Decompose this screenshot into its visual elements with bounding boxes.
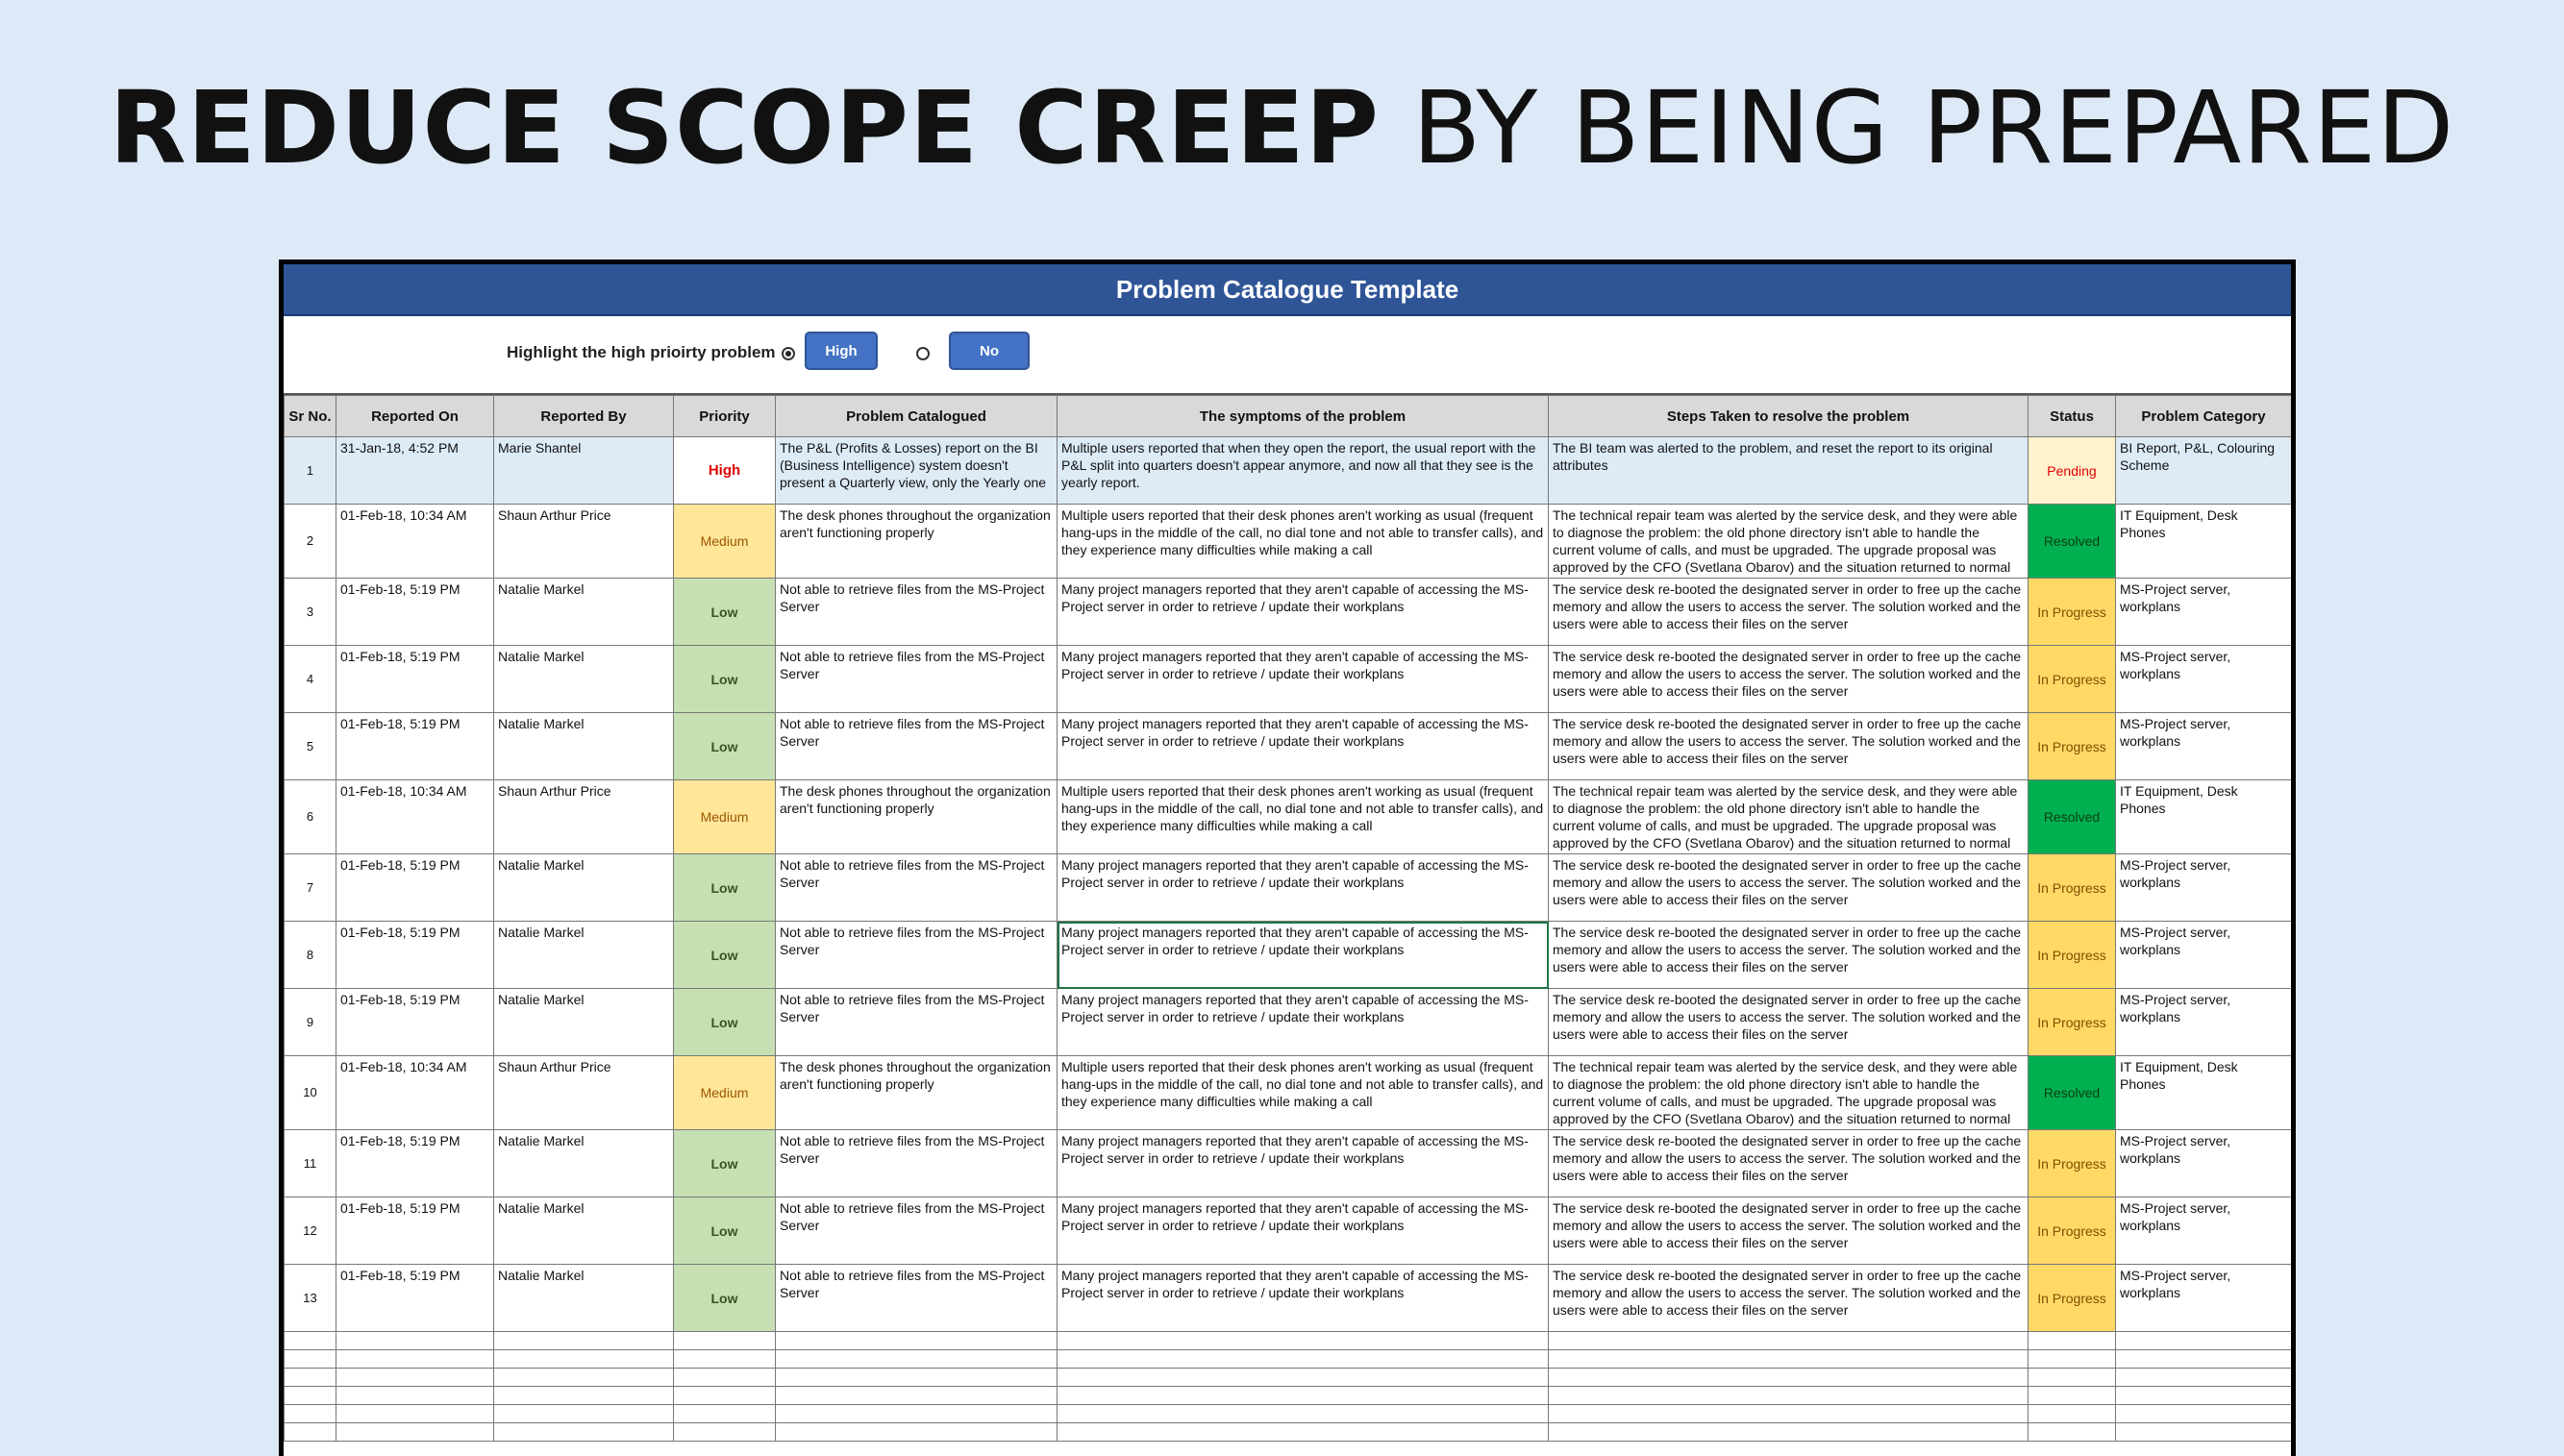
cell-symptoms[interactable]: Many project managers reported that they aren't capable of accessing the MS-Project server in order to retrieve / update their workplans (1058, 646, 1549, 713)
empty-cell[interactable] (2116, 1332, 2292, 1350)
cell-sr-no[interactable]: 3 (285, 579, 336, 646)
cell-status[interactable]: In Progress (2029, 854, 2116, 922)
cell-priority[interactable]: Low (674, 646, 776, 713)
cell-reported-on[interactable]: 31-Jan-18, 4:52 PM (336, 437, 494, 505)
empty-cell[interactable] (2029, 1369, 2116, 1387)
cell-steps[interactable]: The service desk re-booted the designated server in order to free up the cache memory and allow the users to access the server. The solution worked and the users were able to access their files on the server (1549, 579, 2029, 646)
cell-problem[interactable]: Not able to retrieve files from the MS-Project Server (776, 989, 1058, 1056)
cell-category[interactable]: MS-Project server, workplans (2116, 1265, 2292, 1332)
empty-cell[interactable] (494, 1387, 674, 1405)
no-button[interactable]: No (949, 332, 1030, 370)
cell-sr-no[interactable]: 9 (285, 989, 336, 1056)
empty-cell[interactable] (1058, 1369, 1549, 1387)
cell-problem[interactable]: Not able to retrieve files from the MS-Project Server (776, 922, 1058, 989)
cell-category[interactable]: BI Report, P&L, Colouring Scheme (2116, 437, 2292, 505)
cell-sr-no[interactable]: 11 (285, 1130, 336, 1197)
empty-cell[interactable] (1549, 1405, 2029, 1423)
empty-cell[interactable] (285, 1350, 336, 1369)
cell-steps[interactable]: The technical repair team was alerted by the service desk, and they were able to diagnose the problem: the old phone directory isn't able to handle the current volume of calls, and must be upgraded. The upgrade proposal was approved by the CFO (Svetlana Obarov) and the situation returned to normal (1549, 1056, 2029, 1130)
empty-cell[interactable] (2116, 1423, 2292, 1442)
empty-cell[interactable] (336, 1369, 494, 1387)
cell-problem[interactable]: Not able to retrieve files from the MS-Project Server (776, 1197, 1058, 1265)
empty-cell[interactable] (776, 1369, 1058, 1387)
empty-cell[interactable] (336, 1387, 494, 1405)
cell-category[interactable]: MS-Project server, workplans (2116, 922, 2292, 989)
empty-cell[interactable] (494, 1423, 674, 1442)
cell-sr-no[interactable]: 10 (285, 1056, 336, 1130)
col-symptoms[interactable]: The symptoms of the problem (1058, 396, 1549, 437)
empty-cell[interactable] (776, 1423, 1058, 1442)
empty-cell[interactable] (285, 1387, 336, 1405)
empty-cell[interactable] (1058, 1423, 1549, 1442)
spreadsheet (279, 259, 2296, 1456)
cell-reported-on[interactable]: 01-Feb-18, 5:19 PM (336, 713, 494, 780)
table-row (285, 922, 2292, 989)
empty-cell[interactable] (336, 1405, 494, 1423)
cell-steps[interactable]: The BI team was alerted to the problem, and reset the report to its original attributes (1549, 437, 2029, 505)
empty-cell[interactable] (2116, 1387, 2292, 1405)
cell-reported-by[interactable]: Natalie Markel (494, 1197, 674, 1265)
empty-cell[interactable] (2029, 1350, 2116, 1369)
cell-steps[interactable]: The service desk re-booted the designated server in order to free up the cache memory and allow the users to access the server. The solution worked and the users were able to access their files on the server (1549, 1130, 2029, 1197)
problem-table (284, 395, 2292, 1442)
cell-problem[interactable]: Not able to retrieve files from the MS-Project Server (776, 1265, 1058, 1332)
empty-cell[interactable] (336, 1350, 494, 1369)
cell-reported-on[interactable]: 01-Feb-18, 10:34 AM (336, 780, 494, 854)
cell-reported-on[interactable]: 01-Feb-18, 5:19 PM (336, 922, 494, 989)
cell-sr-no[interactable]: 4 (285, 646, 336, 713)
empty-cell[interactable] (2116, 1369, 2292, 1387)
cell-category[interactable]: MS-Project server, workplans (2116, 579, 2292, 646)
cell-priority[interactable]: High (674, 437, 776, 505)
cell-reported-on[interactable]: 01-Feb-18, 5:19 PM (336, 1265, 494, 1332)
empty-cell[interactable] (285, 1332, 336, 1350)
table-row (285, 780, 2292, 854)
cell-steps[interactable]: The service desk re-booted the designated server in order to free up the cache memory and allow the users to access the server. The solution worked and the users were able to access their files on the server (1549, 854, 2029, 922)
cell-problem[interactable]: Not able to retrieve files from the MS-Project Server (776, 1130, 1058, 1197)
cell-category[interactable]: IT Equipment, Desk Phones (2116, 505, 2292, 579)
cell-steps[interactable]: The service desk re-booted the designated server in order to free up the cache memory and allow the users to access the server. The solution worked and the users were able to access their files on the server (1549, 646, 2029, 713)
empty-cell[interactable] (1058, 1387, 1549, 1405)
cell-status[interactable]: Resolved (2029, 505, 2116, 579)
cell-problem[interactable]: The desk phones throughout the organization aren't functioning properly (776, 505, 1058, 579)
table-row (285, 1265, 2292, 1332)
empty-cell[interactable] (1549, 1350, 2029, 1369)
empty-cell[interactable] (776, 1387, 1058, 1405)
cell-reported-by[interactable]: Natalie Markel (494, 646, 674, 713)
col-priority[interactable]: Priority (674, 396, 776, 437)
cell-status[interactable]: In Progress (2029, 579, 2116, 646)
sheet-title: Problem Catalogue Template (284, 264, 2291, 316)
cell-symptoms[interactable]: Many project managers reported that they aren't capable of accessing the MS-Project server in order to retrieve / update their workplans (1058, 854, 1549, 922)
empty-cell[interactable] (776, 1350, 1058, 1369)
cell-symptoms[interactable]: Multiple users reported that when they open the report, the usual report with the P&L split into quarters doesn't appear anymore, and now all that they see is the yearly report. (1058, 437, 1549, 505)
cell-status[interactable]: In Progress (2029, 1197, 2116, 1265)
empty-cell[interactable] (336, 1423, 494, 1442)
cell-reported-by[interactable]: Natalie Markel (494, 579, 674, 646)
page-headline (0, 69, 2564, 186)
cell-status[interactable]: In Progress (2029, 989, 2116, 1056)
cell-symptoms[interactable]: Many project managers reported that they aren't capable of accessing the MS-Project server in order to retrieve / update their workplans (1058, 713, 1549, 780)
cell-priority[interactable]: Low (674, 854, 776, 922)
highlight-controls (284, 316, 2291, 395)
empty-cell[interactable] (2116, 1405, 2292, 1423)
cell-status[interactable]: Resolved (2029, 1056, 2116, 1130)
cell-priority[interactable]: Low (674, 1130, 776, 1197)
table-row (285, 505, 2292, 579)
col-category[interactable]: Problem Category (2116, 396, 2292, 437)
cell-reported-by[interactable]: Natalie Markel (494, 1265, 674, 1332)
table-row (285, 579, 2292, 646)
header-row (285, 396, 2292, 437)
cell-reported-by[interactable]: Natalie Markel (494, 989, 674, 1056)
empty-cell[interactable] (1549, 1387, 2029, 1405)
cell-symptoms[interactable]: Many project managers reported that they aren't capable of accessing the MS-Project server in order to retrieve / update their workplans (1058, 1197, 1549, 1265)
empty-cell[interactable] (1549, 1369, 2029, 1387)
cell-problem[interactable]: Not able to retrieve files from the MS-Project Server (776, 854, 1058, 922)
empty-cell[interactable] (2029, 1332, 2116, 1350)
empty-cell[interactable] (285, 1423, 336, 1442)
empty-cell[interactable] (2029, 1423, 2116, 1442)
cell-symptoms[interactable]: Many project managers reported that they aren't capable of accessing the MS-Project server in order to retrieve / update their workplans (1058, 1130, 1549, 1197)
cell-status[interactable]: In Progress (2029, 1265, 2116, 1332)
high-radio-icon[interactable] (782, 347, 795, 360)
empty-cell[interactable] (674, 1423, 776, 1442)
cell-sr-no[interactable]: 1 (285, 437, 336, 505)
headline-bold: REDUCE SCOPE CREEP (109, 69, 1380, 186)
empty-cell[interactable] (674, 1369, 776, 1387)
empty-cell[interactable] (285, 1369, 336, 1387)
cell-sr-no[interactable]: 2 (285, 505, 336, 579)
table-row (285, 1130, 2292, 1197)
table-row (285, 713, 2292, 780)
empty-row (285, 1369, 2292, 1387)
cell-category[interactable]: MS-Project server, workplans (2116, 713, 2292, 780)
headline-light: BY BEING PREPARED (1412, 69, 2455, 186)
empty-cell[interactable] (1058, 1405, 1549, 1423)
cell-category[interactable]: MS-Project server, workplans (2116, 646, 2292, 713)
cell-steps[interactable]: The service desk re-booted the designated server in order to free up the cache memory and allow the users to access the server. The solution worked and the users were able to access their files on the server (1549, 713, 2029, 780)
table-row (285, 989, 2292, 1056)
cell-reported-on[interactable]: 01-Feb-18, 5:19 PM (336, 579, 494, 646)
empty-cell[interactable] (674, 1387, 776, 1405)
col-status[interactable]: Status (2029, 396, 2116, 437)
cell-priority[interactable]: Low (674, 579, 776, 646)
empty-cell[interactable] (1058, 1332, 1549, 1350)
cell-symptoms[interactable]: Many project managers reported that they aren't capable of accessing the MS-Project server in order to retrieve / update their workplans (1058, 579, 1549, 646)
cell-category[interactable]: MS-Project server, workplans (2116, 989, 2292, 1056)
col-sr-no[interactable]: Sr No. (285, 396, 336, 437)
cell-sr-no[interactable]: 12 (285, 1197, 336, 1265)
cell-symptoms[interactable]: Many project managers reported that they aren't capable of accessing the MS-Project server in order to retrieve / update their workplans (1058, 989, 1549, 1056)
cell-symptoms[interactable]: Multiple users reported that their desk phones aren't working as usual (frequent hang-ups in the middle of the call, no dial tone and not able to transfer calls), and they experience many difficulties while making a call (1058, 780, 1549, 854)
cell-category[interactable]: IT Equipment, Desk Phones (2116, 1056, 2292, 1130)
cell-steps[interactable]: The service desk re-booted the designated server in order to free up the cache memory and allow the users to access the server. The solution worked and the users were able to access their files on the server (1549, 989, 2029, 1056)
empty-cell[interactable] (674, 1350, 776, 1369)
empty-cell[interactable] (494, 1405, 674, 1423)
empty-cell[interactable] (336, 1332, 494, 1350)
cell-status[interactable]: In Progress (2029, 922, 2116, 989)
empty-cell[interactable] (776, 1332, 1058, 1350)
table-row (285, 1197, 2292, 1265)
col-problem[interactable]: Problem Catalogued (776, 396, 1058, 437)
cell-steps[interactable]: The technical repair team was alerted by the service desk, and they were able to diagnose the problem: the old phone directory isn't able to handle the current volume of calls, and must be upgraded. The upgrade proposal was approved by the CFO (Svetlana Obarov) and the situation returned to normal (1549, 505, 2029, 579)
cell-priority[interactable]: Low (674, 713, 776, 780)
cell-reported-by[interactable]: Marie Shantel (494, 437, 674, 505)
table-body (285, 437, 2292, 1442)
cell-problem[interactable]: The P&L (Profits & Losses) report on the BI (Business Intelligence) system doesn't present a Quarterly view, only the Yearly one (776, 437, 1058, 505)
cell-sr-no[interactable]: 7 (285, 854, 336, 922)
col-reported-by[interactable]: Reported By (494, 396, 674, 437)
empty-row (285, 1405, 2292, 1423)
empty-cell[interactable] (2029, 1405, 2116, 1423)
cell-reported-on[interactable]: 01-Feb-18, 5:19 PM (336, 989, 494, 1056)
table-row (285, 437, 2292, 505)
cell-priority[interactable]: Low (674, 1197, 776, 1265)
cell-problem[interactable]: Not able to retrieve files from the MS-Project Server (776, 646, 1058, 713)
highlight-label: Highlight the high prioirty problem (507, 343, 776, 361)
cell-category[interactable]: MS-Project server, workplans (2116, 1130, 2292, 1197)
cell-reported-by[interactable]: Natalie Markel (494, 854, 674, 922)
cell-problem[interactable]: The desk phones throughout the organization aren't functioning properly (776, 1056, 1058, 1130)
cell-problem[interactable]: Not able to retrieve files from the MS-Project Server (776, 579, 1058, 646)
cell-status[interactable]: Pending (2029, 437, 2116, 505)
cell-sr-no[interactable]: 13 (285, 1265, 336, 1332)
empty-cell[interactable] (776, 1405, 1058, 1423)
empty-cell[interactable] (2029, 1387, 2116, 1405)
col-steps[interactable]: Steps Taken to resolve the problem (1549, 396, 2029, 437)
cell-steps[interactable]: The service desk re-booted the designated server in order to free up the cache memory and allow the users to access the server. The solution worked and the users were able to access their files on the server (1549, 1197, 2029, 1265)
no-radio-icon[interactable] (916, 347, 930, 360)
empty-cell[interactable] (285, 1405, 336, 1423)
cell-symptoms[interactable]: Many project managers reported that they aren't capable of accessing the MS-Project server in order to retrieve / update their workplans (1058, 1265, 1549, 1332)
cell-symptoms[interactable]: Multiple users reported that their desk phones aren't working as usual (frequent hang-ups in the middle of the call, no dial tone and not able to transfer calls), and they experience many difficulties while making a call (1058, 1056, 1549, 1130)
empty-cell[interactable] (494, 1332, 674, 1350)
table-row (285, 1056, 2292, 1130)
empty-row (285, 1423, 2292, 1442)
cell-reported-by[interactable]: Natalie Markel (494, 1130, 674, 1197)
empty-cell[interactable] (494, 1350, 674, 1369)
cell-problem[interactable]: The desk phones throughout the organization aren't functioning properly (776, 780, 1058, 854)
cell-priority[interactable]: Medium (674, 780, 776, 854)
cell-reported-on[interactable]: 01-Feb-18, 10:34 AM (336, 1056, 494, 1130)
high-button[interactable]: High (805, 332, 878, 370)
cell-reported-by[interactable]: Natalie Markel (494, 713, 674, 780)
cell-priority[interactable]: Low (674, 989, 776, 1056)
cell-status[interactable]: In Progress (2029, 646, 2116, 713)
empty-cell[interactable] (674, 1332, 776, 1350)
cell-reported-by[interactable]: Shaun Arthur Price (494, 505, 674, 579)
cell-reported-on[interactable]: 01-Feb-18, 5:19 PM (336, 854, 494, 922)
cell-reported-by[interactable]: Shaun Arthur Price (494, 780, 674, 854)
cell-category[interactable]: MS-Project server, workplans (2116, 1197, 2292, 1265)
empty-row (285, 1332, 2292, 1350)
cell-problem[interactable]: Not able to retrieve files from the MS-Project Server (776, 713, 1058, 780)
cell-sr-no[interactable]: 6 (285, 780, 336, 854)
cell-steps[interactable]: The service desk re-booted the designated server in order to free up the cache memory and allow the users to access the server. The solution worked and the users were able to access their files on the server (1549, 922, 2029, 989)
col-reported-on[interactable]: Reported On (336, 396, 494, 437)
table-row (285, 646, 2292, 713)
cell-priority[interactable]: Low (674, 1265, 776, 1332)
empty-cell[interactable] (1549, 1423, 2029, 1442)
cell-reported-by[interactable]: Shaun Arthur Price (494, 1056, 674, 1130)
cell-reported-on[interactable]: 01-Feb-18, 5:19 PM (336, 1197, 494, 1265)
cell-category[interactable]: IT Equipment, Desk Phones (2116, 780, 2292, 854)
cell-category[interactable]: MS-Project server, workplans (2116, 854, 2292, 922)
empty-row (285, 1350, 2292, 1369)
empty-cell[interactable] (494, 1369, 674, 1387)
empty-cell[interactable] (674, 1405, 776, 1423)
empty-cell[interactable] (1549, 1332, 2029, 1350)
cell-symptoms[interactable]: Multiple users reported that their desk phones aren't working as usual (frequent hang-ups in the middle of the call, no dial tone and not able to transfer calls), and they experience many difficulties while making a call (1058, 505, 1549, 579)
cell-reported-on[interactable]: 01-Feb-18, 5:19 PM (336, 1130, 494, 1197)
cell-status[interactable]: In Progress (2029, 713, 2116, 780)
empty-row (285, 1387, 2292, 1405)
cell-reported-on[interactable]: 01-Feb-18, 5:19 PM (336, 646, 494, 713)
cell-steps[interactable]: The technical repair team was alerted by the service desk, and they were able to diagnose the problem: the old phone directory isn't able to handle the current volume of calls, and must be upgraded. The upgrade proposal was approved by the CFO (Svetlana Obarov) and the situation returned to normal (1549, 780, 2029, 854)
table-row (285, 854, 2292, 922)
empty-cell[interactable] (2116, 1350, 2292, 1369)
empty-cell[interactable] (1058, 1350, 1549, 1369)
cell-sr-no[interactable]: 5 (285, 713, 336, 780)
cell-status[interactable]: Resolved (2029, 780, 2116, 854)
cell-priority[interactable]: Medium (674, 1056, 776, 1130)
cell-status[interactable]: In Progress (2029, 1130, 2116, 1197)
cell-priority[interactable]: Low (674, 922, 776, 989)
cell-sr-no[interactable]: 8 (285, 922, 336, 989)
cell-reported-on[interactable]: 01-Feb-18, 10:34 AM (336, 505, 494, 579)
cell-symptoms[interactable]: Many project managers reported that they aren't capable of accessing the MS-Project server in order to retrieve / update their workplans (1058, 922, 1549, 989)
cell-steps[interactable]: The service desk re-booted the designated server in order to free up the cache memory and allow the users to access the server. The solution worked and the users were able to access their files on the server (1549, 1265, 2029, 1332)
cell-priority[interactable]: Medium (674, 505, 776, 579)
cell-reported-by[interactable]: Natalie Markel (494, 922, 674, 989)
